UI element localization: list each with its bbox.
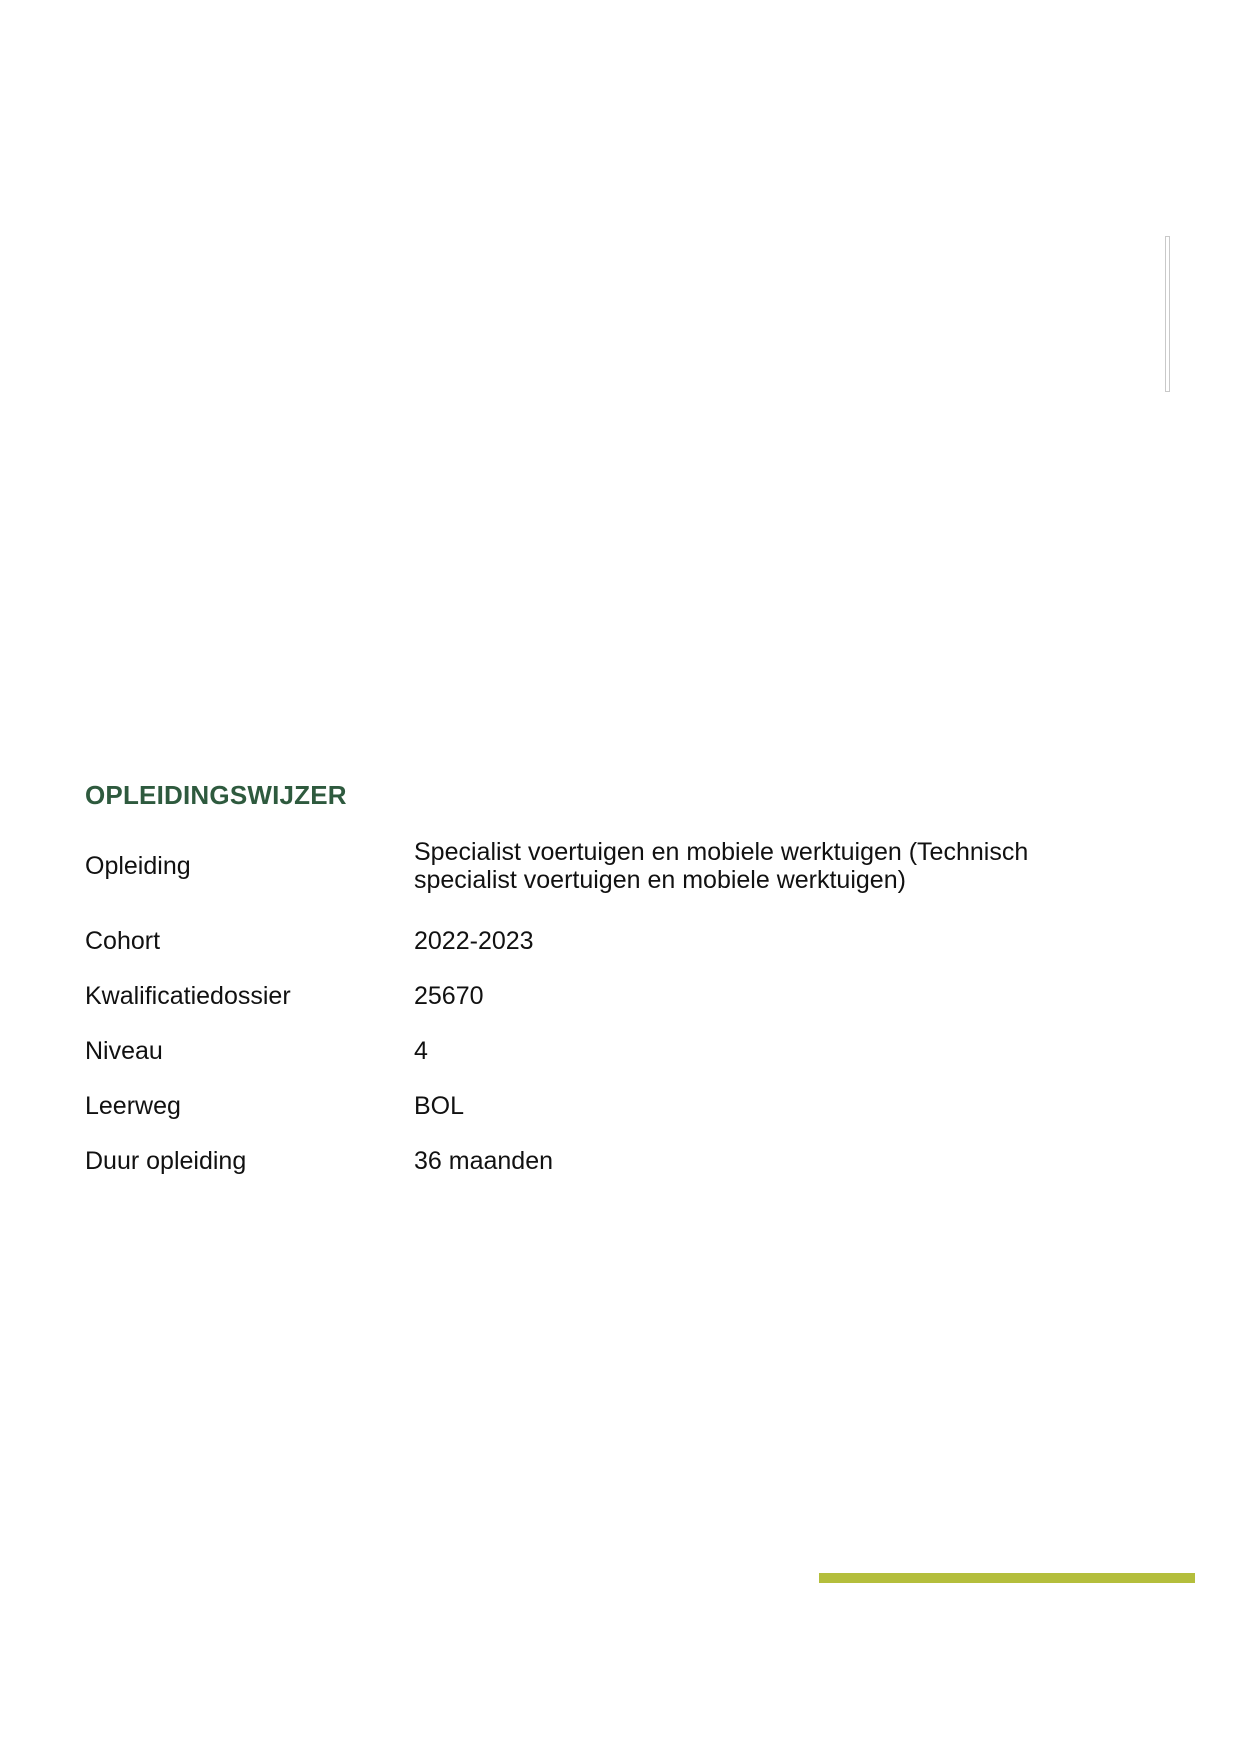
- info-row-opleiding: [85, 832, 1125, 900]
- side-marker: [1165, 236, 1170, 392]
- info-row-cohort: [85, 914, 1125, 969]
- page-title: OPLEIDINGSWIJZER: [85, 780, 347, 810]
- info-table: [85, 832, 1125, 1189]
- row-label: Leerweg: [85, 1092, 181, 1120]
- row-label: Duur opleiding: [85, 1147, 247, 1175]
- row-value: Specialist voertuigen en mobiele werktuigen (Technisch specialist voertuigen en mobiele werktuigen): [414, 838, 1029, 894]
- row-value: 4: [414, 1037, 428, 1065]
- info-row-duur-opleiding: [85, 1134, 1125, 1189]
- row-label: Opleiding: [85, 851, 191, 880]
- accent-bar: [819, 1573, 1195, 1583]
- row-value: 2022-2023: [414, 927, 534, 955]
- row-value: 25670: [414, 982, 484, 1010]
- row-value: BOL: [414, 1092, 465, 1120]
- row-value: 36 maanden: [414, 1147, 554, 1175]
- row-label: Niveau: [85, 1037, 163, 1065]
- row-label: Kwalificatiedossier: [85, 982, 291, 1010]
- info-row-niveau: [85, 1024, 1125, 1079]
- row-label: Cohort: [85, 927, 161, 955]
- info-row-leerweg: [85, 1079, 1125, 1134]
- info-row-kwalificatiedossier: [85, 969, 1125, 1024]
